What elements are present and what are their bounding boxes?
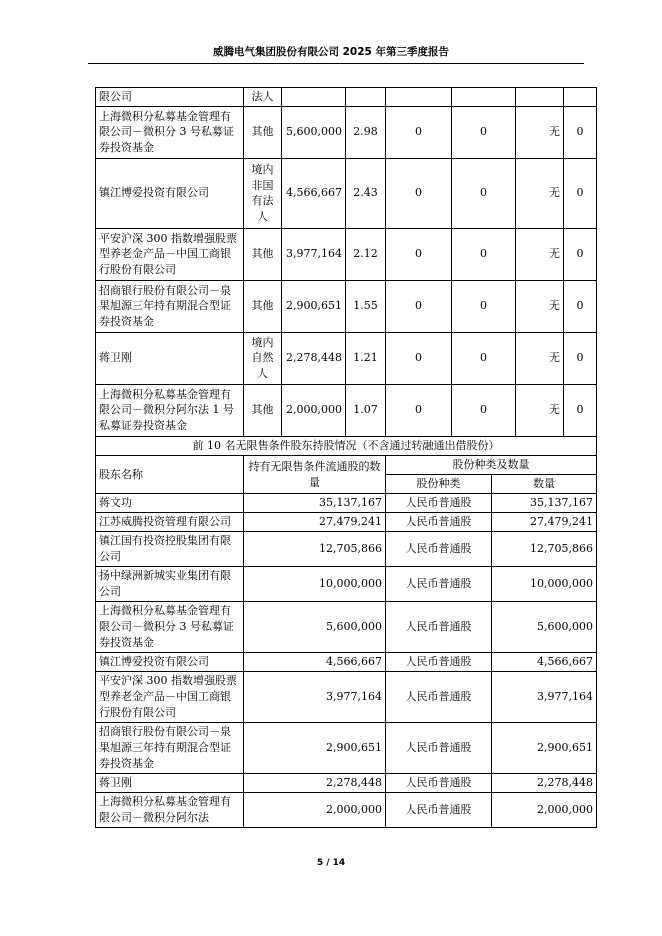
holder-name: 镇江博爱投资有限公司 (96, 158, 244, 228)
lent-shares: 0 (452, 158, 516, 228)
lent-shares (452, 88, 516, 107)
page-number: 5 / 14 (316, 858, 346, 868)
table-row (96, 384, 597, 436)
holder-type: 其他 (244, 228, 282, 280)
percent: 1.55 (346, 280, 386, 332)
table-row (96, 88, 597, 107)
pledge-status: 无 (516, 384, 564, 436)
table-row (96, 774, 597, 793)
pledge-status: 无 (516, 332, 564, 384)
holder-name: 招商银行股份有限公司－泉果旭源三年持有期混合型证券投资基金 (96, 280, 244, 332)
share-type: 人民币普通股 (386, 567, 492, 602)
shares: 3,977,164 (244, 672, 386, 723)
restricted-shares: 0 (386, 158, 452, 228)
holder-name: 镇江博爱投资有限公司 (96, 653, 244, 672)
lent-shares: 0 (452, 384, 516, 436)
unrestricted-shareholders-table (95, 436, 597, 828)
shares: 5,600,000 (244, 602, 386, 653)
holder-name: 平安沪深 300 指数增强股票型养老金产品－中国工商银行股份有限公司 (96, 672, 244, 723)
shares: 12,705,866 (244, 532, 386, 567)
share-qty: 3,977,164 (492, 672, 597, 723)
share-type: 人民币普通股 (386, 672, 492, 723)
col-holder-header: 股东名称 (96, 456, 244, 494)
share-type: 人民币普通股 (386, 532, 492, 567)
restricted-shares: 0 (386, 280, 452, 332)
pledge-status: 无 (516, 158, 564, 228)
pledge-status: 无 (516, 106, 564, 158)
pledge-status: 无 (516, 280, 564, 332)
pledge-qty: 0 (564, 228, 597, 280)
table-row (96, 602, 597, 653)
pledge-status: 无 (516, 228, 564, 280)
share-qty: 2,278,448 (492, 774, 597, 793)
percent: 1.07 (346, 384, 386, 436)
share-type: 人民币普通股 (386, 723, 492, 774)
pledge-qty: 0 (564, 158, 597, 228)
share-type: 人民币普通股 (386, 513, 492, 532)
top-shareholders-table (95, 87, 597, 437)
pledge-qty (564, 88, 597, 107)
share-qty: 35,137,167 (492, 494, 597, 513)
restricted-shares (386, 88, 452, 107)
holder-name: 限公司 (96, 88, 244, 107)
shares: 2,278,448 (244, 774, 386, 793)
lent-shares: 0 (452, 228, 516, 280)
share-qty: 4,566,667 (492, 653, 597, 672)
table-row (96, 567, 597, 602)
pledge-qty: 0 (564, 106, 597, 158)
shares: 2,900,651 (282, 280, 346, 332)
holder-type: 境内自然人 (244, 332, 282, 384)
shares: 10,000,000 (244, 567, 386, 602)
restricted-shares: 0 (386, 332, 452, 384)
table-row (96, 672, 597, 723)
share-qty: 2,900,651 (492, 723, 597, 774)
table-row (96, 228, 597, 280)
col-shares-header: 持有无限售条件流通股的数量 (244, 456, 386, 494)
holder-name: 蒋文功 (96, 494, 244, 513)
share-qty: 2,000,000 (492, 793, 597, 828)
table-row (96, 158, 597, 228)
holder-name: 上海微积分私募基金管理有限公司－微积分阿尔法 1 号私募证券投资基金 (96, 384, 244, 436)
shares: 3,977,164 (282, 228, 346, 280)
restricted-shares: 0 (386, 228, 452, 280)
holder-name: 蒋卫刚 (96, 332, 244, 384)
lent-shares: 0 (452, 332, 516, 384)
holder-name: 江苏威腾投资管理有限公司 (96, 513, 244, 532)
share-type: 人民币普通股 (386, 653, 492, 672)
section-title: 前 10 名无限售条件股东持股情况（不含通过转融通出借股份） (96, 437, 597, 456)
share-type: 人民币普通股 (386, 494, 492, 513)
pledge-status (516, 88, 564, 107)
table-row (96, 793, 597, 828)
holder-name: 上海微积分私募基金管理有限公司－微积分阿尔法 (96, 793, 244, 828)
shares: 4,566,667 (282, 158, 346, 228)
shares: 5,600,000 (282, 106, 346, 158)
table-row (96, 513, 597, 532)
percent: 2.43 (346, 158, 386, 228)
restricted-shares: 0 (386, 384, 452, 436)
holder-type: 法人 (244, 88, 282, 107)
pledge-qty: 0 (564, 280, 597, 332)
share-type: 人民币普通股 (386, 602, 492, 653)
table-row (96, 332, 597, 384)
percent: 1.21 (346, 332, 386, 384)
share-type: 人民币普通股 (386, 793, 492, 828)
share-qty: 27,479,241 (492, 513, 597, 532)
holder-name: 扬中绿洲新城实业集团有限公司 (96, 567, 244, 602)
holder-type: 其他 (244, 384, 282, 436)
share-qty: 12,705,866 (492, 532, 597, 567)
shares: 2,000,000 (244, 793, 386, 828)
table-row (96, 280, 597, 332)
holder-name: 招商银行股份有限公司－泉果旭源三年持有期混合型证券投资基金 (96, 723, 244, 774)
shares: 27,479,241 (244, 513, 386, 532)
holder-name: 平安沪深 300 指数增强股票型养老金产品－中国工商银行股份有限公司 (96, 228, 244, 280)
share-qty: 5,600,000 (492, 602, 597, 653)
col-type-group-header: 股份种类及数量 (386, 456, 597, 475)
shares: 2,278,448 (282, 332, 346, 384)
table-row (96, 653, 597, 672)
holder-type: 境内非国有法人 (244, 158, 282, 228)
col-type-header: 股份种类 (386, 475, 492, 494)
share-qty: 10,000,000 (492, 567, 597, 602)
restricted-shares: 0 (386, 106, 452, 158)
percent: 2.98 (346, 106, 386, 158)
percent (346, 88, 386, 107)
shares (282, 88, 346, 107)
table-row (96, 532, 597, 567)
holder-name: 上海微积分私募基金管理有限公司－微积分 3 号私募证券投资基金 (96, 106, 244, 158)
shares: 2,000,000 (282, 384, 346, 436)
holder-name: 蒋卫刚 (96, 774, 244, 793)
header-row (96, 456, 597, 475)
percent: 2.12 (346, 228, 386, 280)
shares: 35,137,167 (244, 494, 386, 513)
header-rule (88, 63, 584, 64)
holder-type: 其他 (244, 106, 282, 158)
holder-type: 其他 (244, 280, 282, 332)
share-type: 人民币普通股 (386, 774, 492, 793)
shares: 2,900,651 (244, 723, 386, 774)
table-row (96, 494, 597, 513)
holder-name: 上海微积分私募基金管理有限公司－微积分 3 号私募证券投资基金 (96, 602, 244, 653)
shares: 4,566,667 (244, 653, 386, 672)
pledge-qty: 0 (564, 384, 597, 436)
col-qty-header: 数量 (492, 475, 597, 494)
pledge-qty: 0 (564, 332, 597, 384)
lent-shares: 0 (452, 280, 516, 332)
holder-name: 镇江国有投资控股集团有限公司 (96, 532, 244, 567)
table-row (96, 723, 597, 774)
table-row (96, 106, 597, 158)
report-header: 威腾电气集团股份有限公司 2025 年第三季度报告 (212, 46, 450, 58)
lent-shares: 0 (452, 106, 516, 158)
section-title-row (96, 437, 597, 456)
